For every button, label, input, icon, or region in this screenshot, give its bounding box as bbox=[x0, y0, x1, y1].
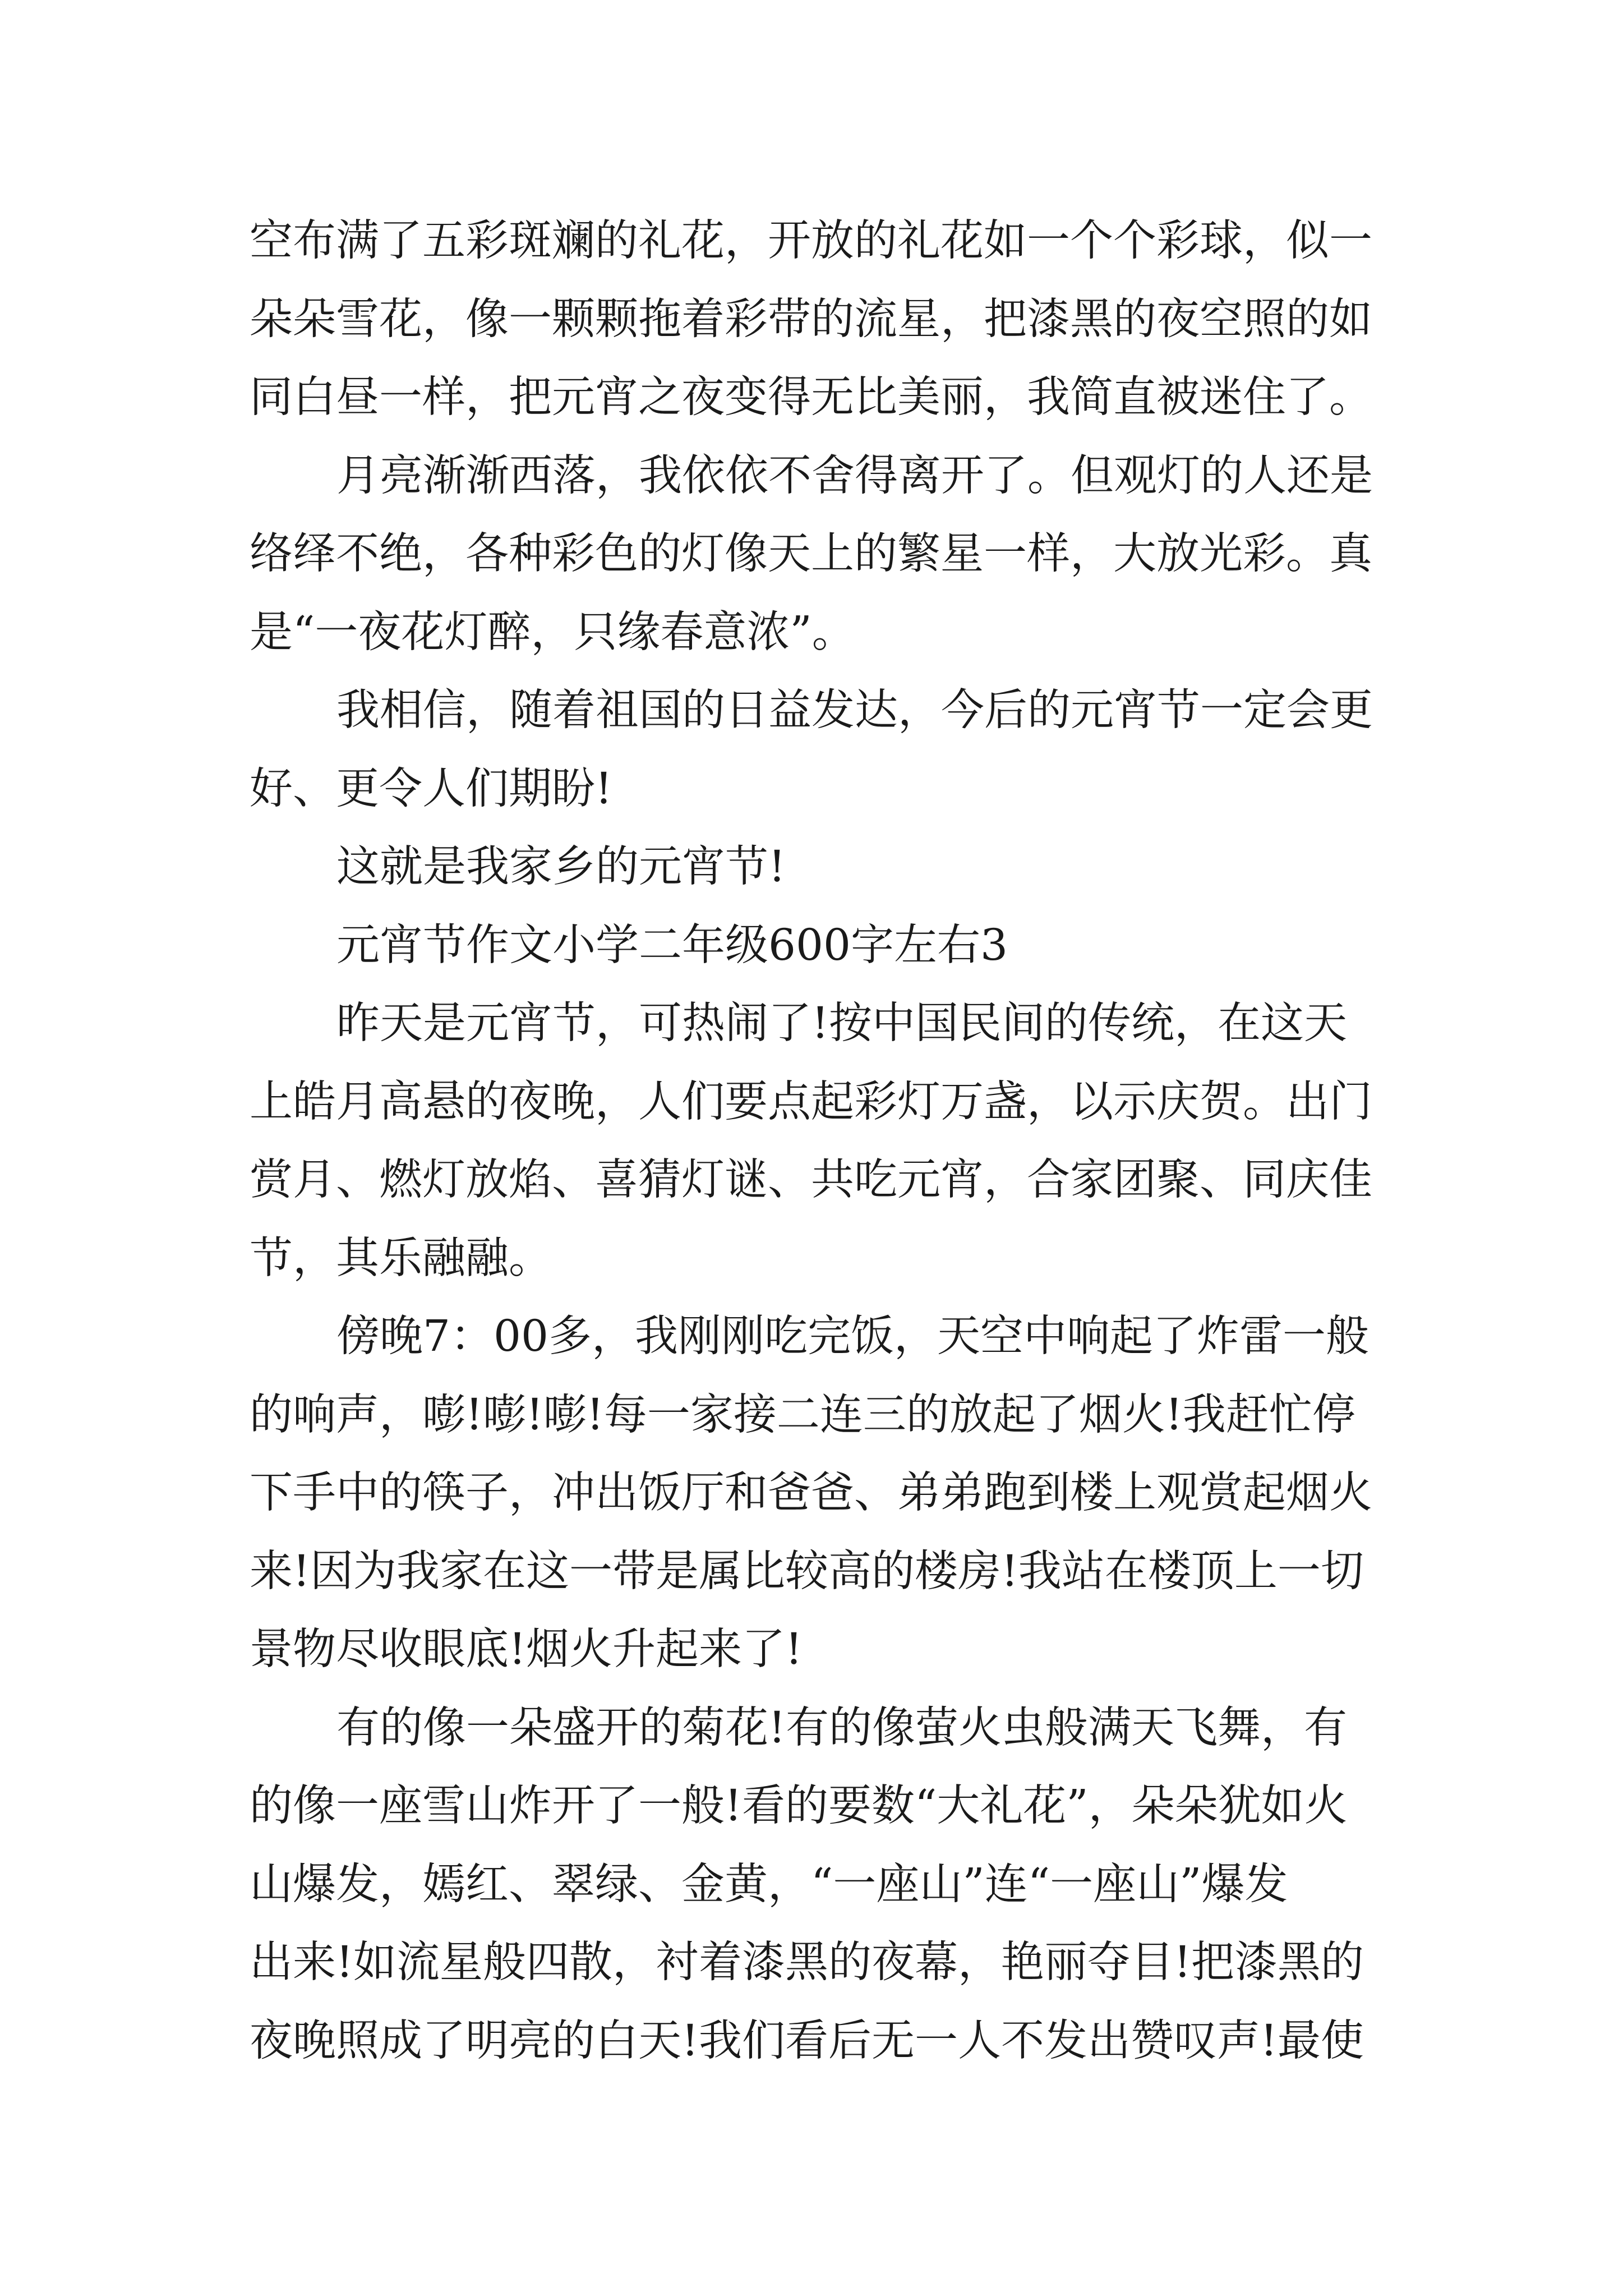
text-line: 夜晚照成了明亮的白天!我们看后无一人不发出赞叹声!最使 bbox=[250, 2016, 1364, 2066]
text-line: 络绎不绝，各种彩色的灯像天上的繁星一样，大放光彩。真 bbox=[250, 529, 1372, 579]
text-line: 我相信，随着祖国的日益发达，今后的元宵节一定会更 bbox=[336, 685, 1373, 735]
text-line: 景物尽收眼底!烟火升起来了! bbox=[250, 1625, 803, 1674]
text-line: 出来!如流星般四散，衬着漆黑的夜幕，艳丽夺目!把漆黑的 bbox=[250, 1938, 1364, 1987]
text-line: 昨天是元宵节，可热闹了!按中国民间的传统，在这天 bbox=[336, 999, 1347, 1048]
text-line: 同白昼一样，把元宵之夜变得无比美丽，我简直被迷住了。 bbox=[250, 372, 1372, 422]
text-line: 的响声，嘭!嘭!嘭!每一家接二连三的放起了烟火!我赶忙停 bbox=[250, 1389, 1355, 1440]
text-line: 山爆发，嫣红、翠绿、金黄，“一座山”连“一座山”爆发 bbox=[250, 1859, 1288, 1910]
text-line: 朵朵雪花，像一颗颗拖着彩带的流星，把漆黑的夜空照的如 bbox=[250, 294, 1372, 344]
text-line: 有的像一朵盛开的菊花!有的像萤火虫般满天飞舞，有 bbox=[336, 1703, 1347, 1753]
document-body bbox=[250, 202, 1394, 2080]
text-line: 的像一座雪山炸开了一般!看的要数“大礼花”，朵朵犹如火 bbox=[250, 1781, 1348, 1831]
text-line: 好、更令人们期盼! bbox=[250, 763, 612, 814]
text-line: 赏月、燃灯放焰、喜猜灯谜、共吃元宵，合家团聚、同庆佳 bbox=[250, 1155, 1372, 1205]
section-heading: 元宵节作文小学二年级600字左右3 bbox=[336, 920, 1008, 970]
text-line: 月亮渐渐西落，我依依不舍得离开了。但观灯的人还是 bbox=[336, 450, 1373, 501]
text-line: 是“一夜花灯醉，只缘春意浓”。 bbox=[250, 607, 855, 657]
text-line: 下手中的筷子，冲出饭厅和爸爸、弟弟跑到楼上观赏起烟火 bbox=[250, 1468, 1372, 1518]
text-line: 上皓月高悬的夜晚，人们要点起彩灯万盏，以示庆贺。出门 bbox=[250, 1076, 1372, 1127]
text-line: 来!因为我家在这一带是属比较高的楼房!我站在楼顶上一切 bbox=[250, 1546, 1364, 1596]
text-line: 节，其乐融融。 bbox=[250, 1233, 552, 1283]
text-line: 傍晚7：00多，我刚刚吃完饭，天空中响起了炸雷一般 bbox=[336, 1312, 1369, 1361]
text-line: 空布满了五彩斑斓的礼花，开放的礼花如一个个彩球，似一 bbox=[250, 216, 1372, 266]
text-line: 这就是我家乡的元宵节! bbox=[336, 842, 786, 892]
